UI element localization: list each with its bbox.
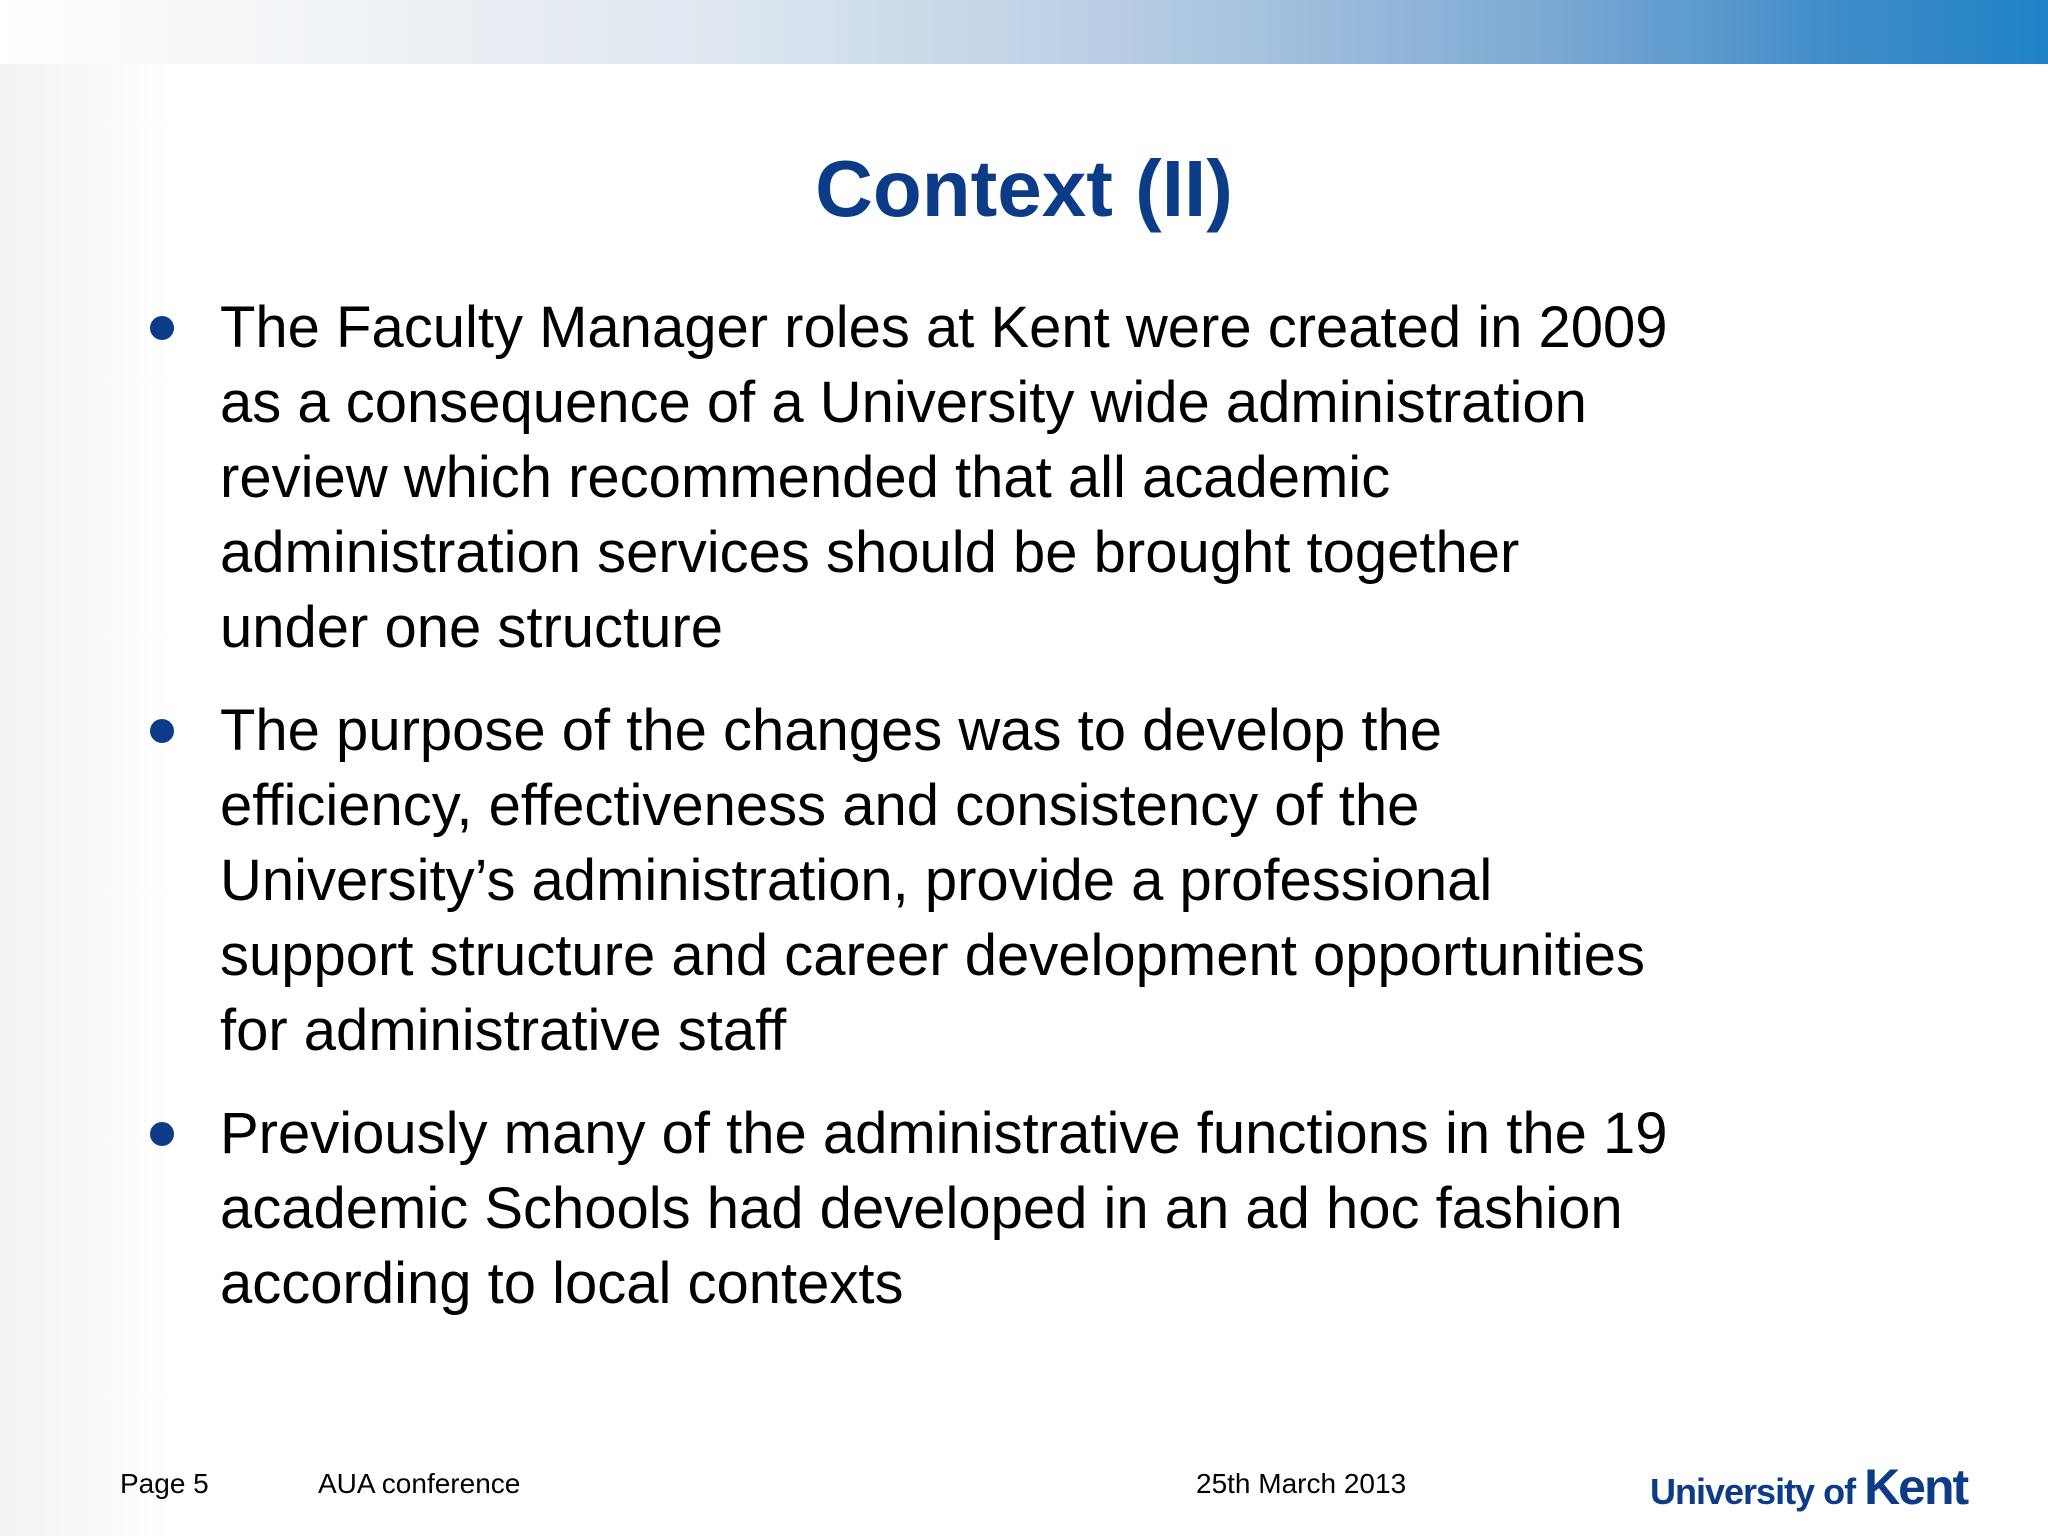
bullet-icon	[150, 719, 174, 743]
header-gradient-band	[0, 0, 2048, 64]
logo-prefix: University of	[1650, 1471, 1865, 1512]
bullet-icon	[150, 1122, 174, 1146]
event-name: AUA conference	[318, 1468, 521, 1499]
bullet-icon	[150, 316, 174, 340]
bullet-text: The purpose of the changes was to develop the efficiency, effectiveness and consistency of the University’s administration, provide a professional support structure and career development opportunities for administrative staff	[220, 698, 1646, 1063]
slide-title: Context (II)	[815, 144, 1233, 233]
bullet-item	[140, 693, 1860, 1068]
footer	[0, 1459, 2048, 1528]
logo-name: Kent	[1864, 1459, 1968, 1515]
bullet-text: Previously many of the administrative functions in the 19 academic Schools had developed in an ad hoc fashion according to local contexts	[220, 1101, 1668, 1316]
bullet-text: The Faculty Manager roles at Kent were created in 2009 as a consequence of a University wide administration review which recommended that all academic administration services should be brought together under one structure	[220, 295, 1668, 660]
bullet-item	[140, 1096, 1860, 1321]
page-number: Page 5	[120, 1468, 209, 1499]
bullet-item	[140, 290, 1860, 665]
bullet-list	[140, 290, 1860, 1349]
event-date: 25th March 2013	[1196, 1468, 1407, 1499]
university-logo	[1650, 1458, 1967, 1516]
